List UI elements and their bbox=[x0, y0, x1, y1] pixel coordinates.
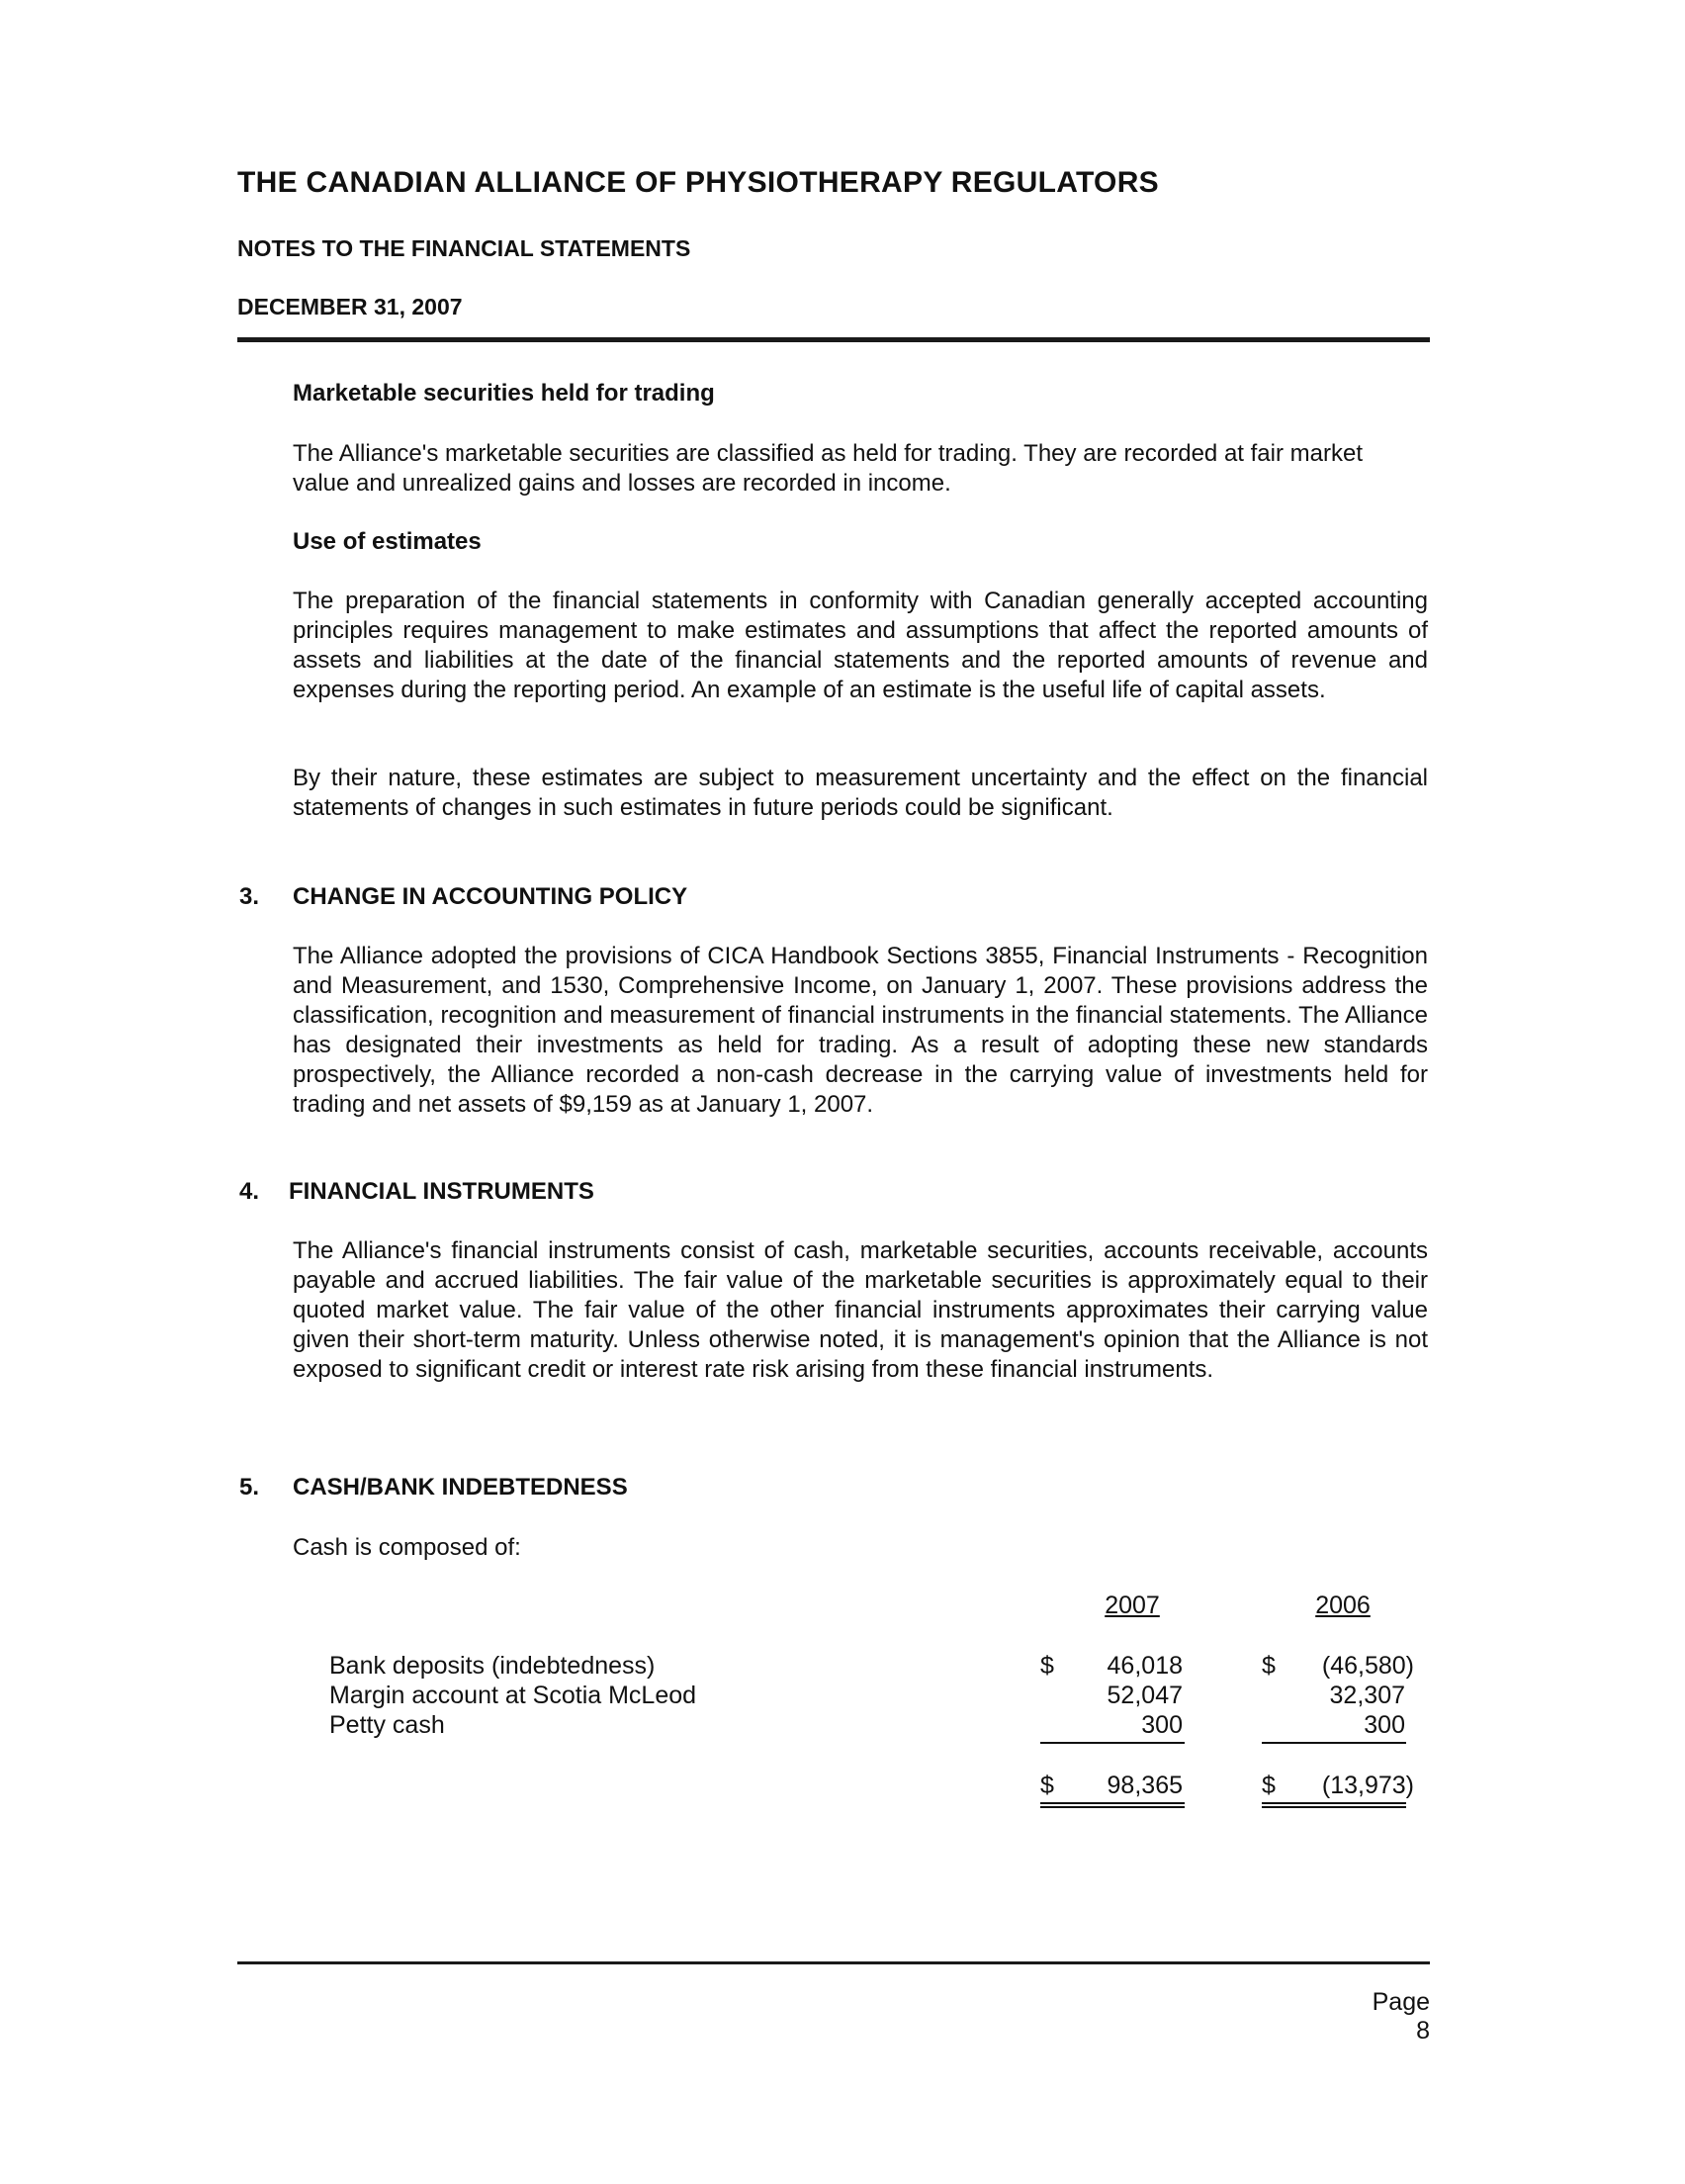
subtotal-rule-2007 bbox=[1040, 1742, 1185, 1744]
note-3-text: The Alliance adopted the provisions of CICA Handbook Sections 3855, Financial Instruments - Recognition and Measurement, and 1530, Comprehensive Income, on January 1, 2007. These provisions address the classification, recognition and measurement of financial instruments in the financial statements. The Alliance has designated their investments as held for trading. As a result of adopting these new standards prospectively, the Alliance recorded a non-cash decrease in the carrying value of investments held for trading and net assets of $9,159 as at January 1, 2007. bbox=[293, 943, 1428, 1118]
row-value-2006: 300 bbox=[1364, 1711, 1405, 1739]
column-header-2006: 2006 bbox=[1315, 1592, 1371, 1619]
note-5-number: 5. bbox=[239, 1474, 260, 1501]
organization-title: THE CANADIAN ALLIANCE OF PHYSIOTHERAPY REGULATORS bbox=[237, 166, 1159, 199]
total-value-2006: (13,973) bbox=[1321, 1772, 1414, 1799]
use-of-estimates-paragraph-1: The preparation of the financial statements in conformity with Canadian generally accepted accounting principles requires management to make estimates and assumptions that affect the reported amounts of assets and liabilities at the date of the financial statements and the reported amounts of revenue and expenses during the reporting period. An example of an estimate is the useful life of capital assets. bbox=[293, 588, 1428, 703]
statement-date: DECEMBER 31, 2007 bbox=[237, 294, 463, 319]
total-double-rule-2006-b bbox=[1262, 1806, 1406, 1808]
footer-rule bbox=[237, 1961, 1430, 1964]
marketable-securities-text: The Alliance's marketable securities are classified as held for trading. They are recorded at fair market value and unrealized gains and losses are recorded in income. bbox=[293, 440, 1363, 497]
row-value-2007: 52,047 bbox=[1107, 1682, 1183, 1709]
row-value-2007: 300 bbox=[1141, 1711, 1183, 1739]
note-5-heading: CASH/BANK INDEBTEDNESS bbox=[293, 1474, 628, 1501]
currency-symbol: $ bbox=[1040, 1652, 1054, 1680]
total-double-rule-2006-a bbox=[1262, 1802, 1406, 1804]
row-value-2006: 32,307 bbox=[1329, 1682, 1405, 1709]
note-4-text: The Alliance's financial instruments consist of cash, marketable securities, accounts receivable, accounts payable and accrued liabilities. The fair value of the marketable securities is approximately equal to their quoted market value. The fair value of the other financial instruments approximates their carrying value given their short-term maturity. Unless otherwise noted, it is management's opinion that the Alliance is not exposed to significant credit or interest rate risk arising from these financial instruments. bbox=[293, 1237, 1428, 1383]
row-label: Margin account at Scotia McLeod bbox=[329, 1682, 697, 1709]
row-value-2006: (46,580) bbox=[1321, 1652, 1414, 1680]
page-number: Page 8 bbox=[1372, 1988, 1430, 2045]
total-value-2007: 98,365 bbox=[1107, 1772, 1183, 1799]
note-4-heading: FINANCIAL INSTRUMENTS bbox=[289, 1178, 594, 1205]
row-label: Bank deposits (indebtedness) bbox=[329, 1652, 656, 1680]
total-double-rule-2007-b bbox=[1040, 1806, 1185, 1808]
currency-symbol: $ bbox=[1262, 1652, 1276, 1680]
statement-subtitle: NOTES TO THE FINANCIAL STATEMENTS bbox=[237, 235, 691, 261]
total-double-rule-2007-a bbox=[1040, 1802, 1185, 1804]
row-value-2007: 46,018 bbox=[1107, 1652, 1183, 1680]
subtotal-rule-2006 bbox=[1262, 1742, 1406, 1744]
marketable-securities-heading: Marketable securities held for trading bbox=[293, 380, 715, 407]
use-of-estimates-heading: Use of estimates bbox=[293, 528, 482, 555]
note-3-heading: CHANGE IN ACCOUNTING POLICY bbox=[293, 883, 688, 910]
currency-symbol: $ bbox=[1262, 1772, 1276, 1799]
note-3-number: 3. bbox=[239, 883, 260, 910]
currency-symbol: $ bbox=[1040, 1772, 1054, 1799]
row-label: Petty cash bbox=[329, 1711, 445, 1739]
note-5-intro: Cash is composed of: bbox=[293, 1534, 521, 1561]
note-4-number: 4. bbox=[239, 1178, 260, 1205]
use-of-estimates-paragraph-2: By their nature, these estimates are subject to measurement uncertainty and the effect on the financial statements of changes in such estimates in future periods could be significant. bbox=[293, 765, 1428, 821]
header-rule bbox=[237, 337, 1430, 342]
column-header-2007: 2007 bbox=[1105, 1592, 1160, 1619]
